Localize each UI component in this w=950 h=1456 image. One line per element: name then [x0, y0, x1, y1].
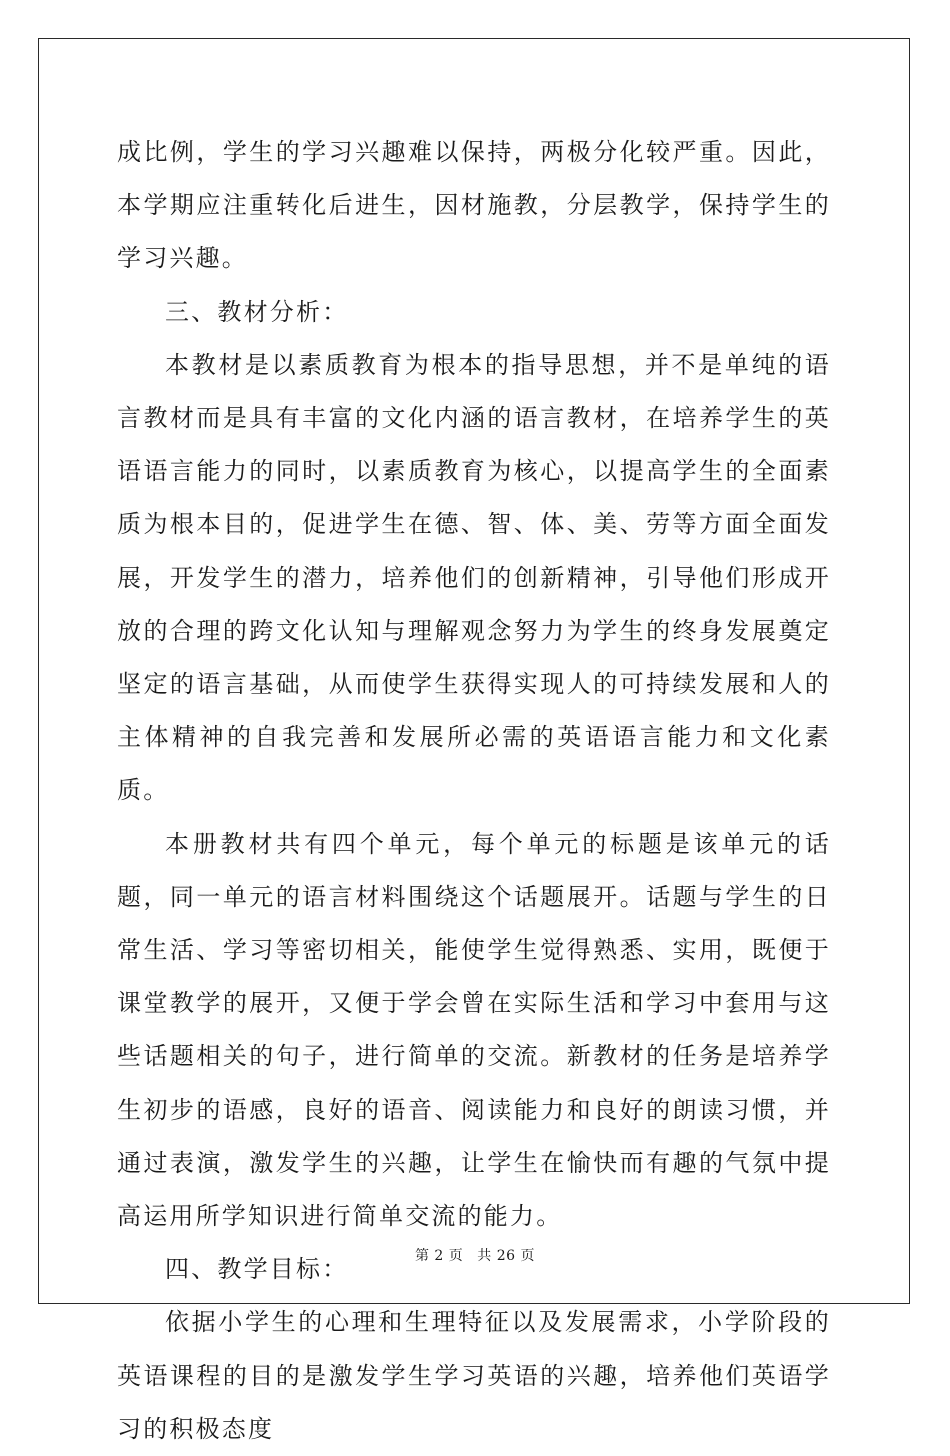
page-number: 第 2 页	[414, 1248, 464, 1264]
section-heading-teaching-goals: 四、教学目标：	[165, 1255, 349, 1284]
paragraph-textbook-philosophy: 本教材是以素质教育为根本的指导思想，并不是单纯的语言教材而是具有丰富的文化内涵的语言教材，在培养学生的英语语言能力的同时，以素质教育为核心，以提高学生的全面素质为根本目的，促进学生在德、智、体、美、劳等方面全面发展，开发学生的潜力，培养他们的创新精神，引导他们形成开放的合理的跨文化认知与理解观念努力为学生的终身发展奠定坚定的语言基础，从而使学生获得实现人的可持续发展和人的主体精神的自我完善和发展所必需的英语语言能力和文化素质。	[117, 350, 831, 805]
paragraph-textbook-units: 本册教材共有四个单元，每个单元的标题是该单元的话题，同一单元的语言材料围绕这个话题展开。话题与学生的日常生活、学习等密切相关，能使学生觉得熟悉、实用，既便于课堂教学的展开，又便于学会曾在实际生活和学习中套用与这些话题相关的句子，进行简单的交流。新教材的任务是培养学生初步的语感，良好的语音、阅读能力和良好的朗读习惯，并通过表演，激发学生的兴趣，让学生在愉快而有趣的气氛中提高运用所学知识进行简单交流的能力。	[117, 829, 831, 1231]
paragraph-continuation: 成比例，学生的学习兴趣难以保持，两极分化较严重。因此，本学期应注重转化后进生，因材施教，分层教学，保持学生的学习兴趣。	[117, 138, 831, 273]
paragraph-teaching-goals: 依据小学生的心理和生理特征以及发展需求，小学阶段的英语课程的目的是激发学生学习英语的兴趣，培养他们英语学习的积极态度	[117, 1308, 831, 1443]
section-heading-textbook-analysis: 三、教材分析：	[165, 297, 349, 326]
page-footer	[0, 1245, 950, 1265]
page-total: 共 26 页	[477, 1248, 536, 1264]
